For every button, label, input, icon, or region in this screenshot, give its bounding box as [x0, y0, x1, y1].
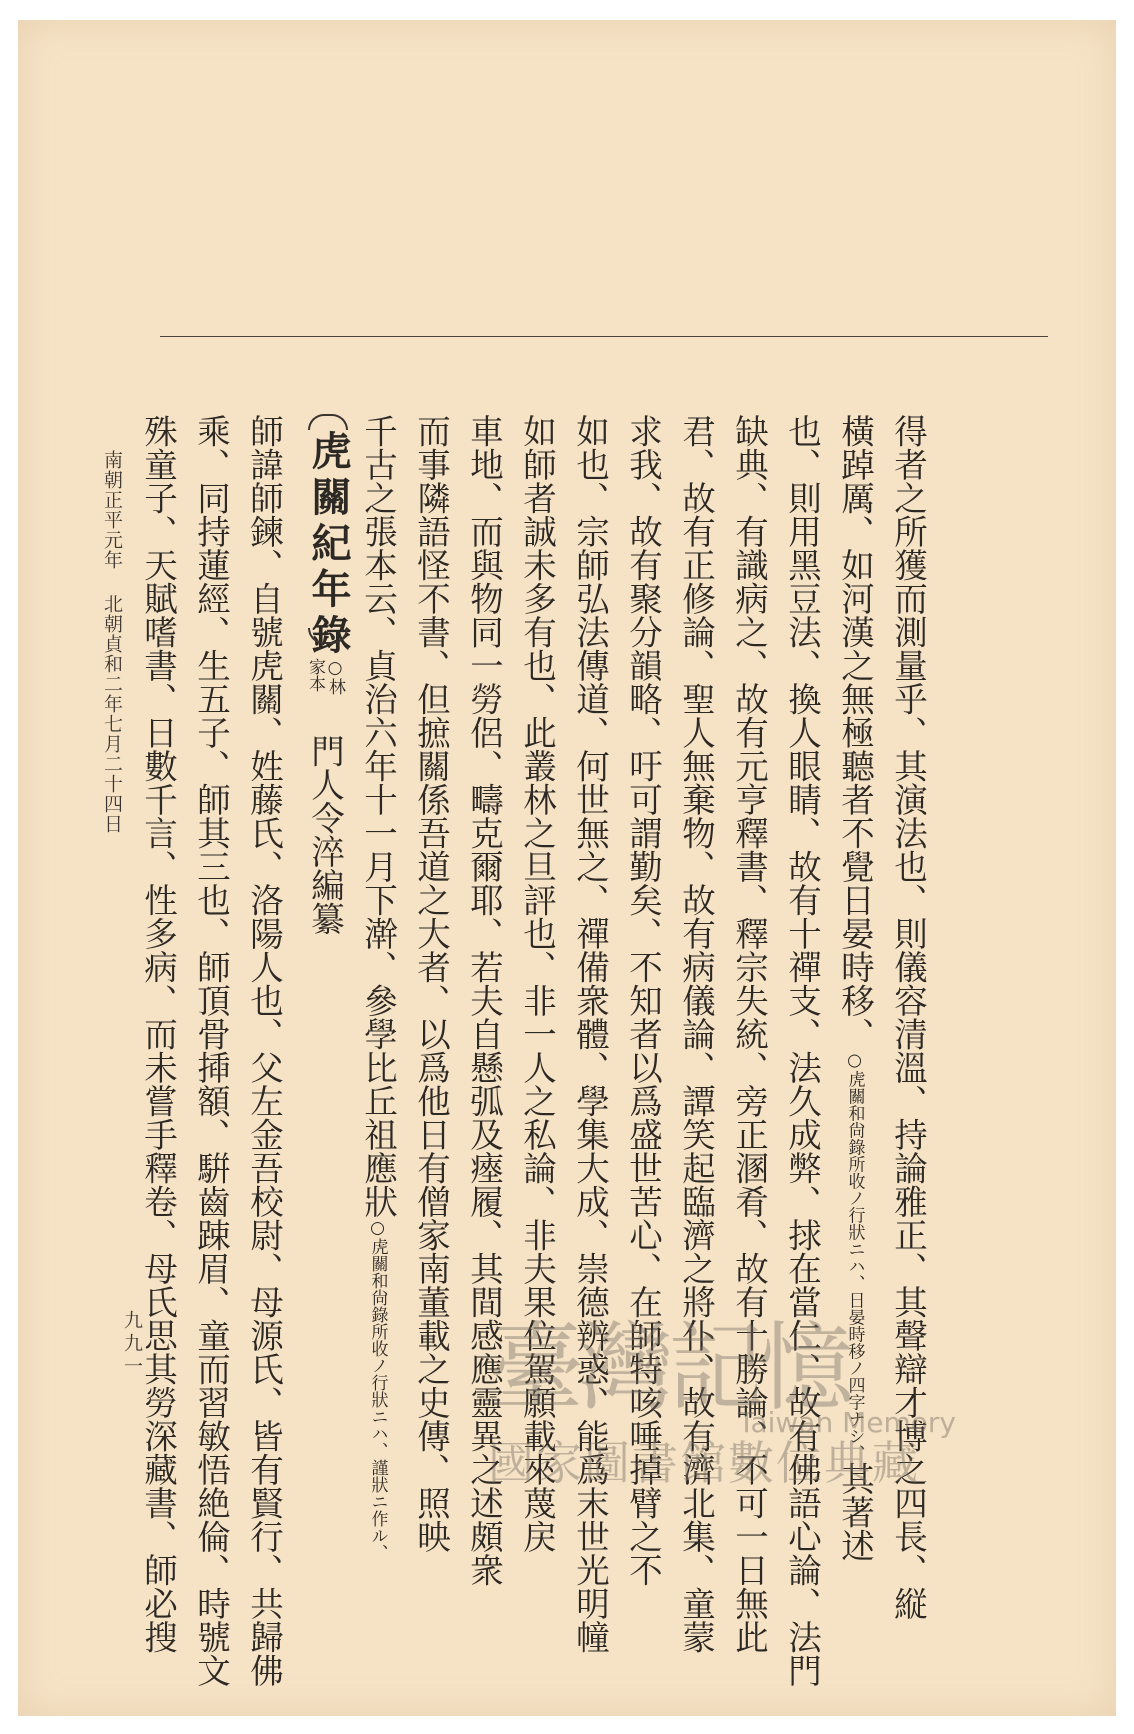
column-text: 千古之張本云、貞治六年十一月下澣、參學比丘祖應狀 — [358, 414, 398, 1218]
header-rule — [160, 336, 1048, 337]
text-column: 乘、同持蓮經、生五子、師其三也、師頂骨揷額、騈齒踈眉、童而習敏悟絶倫、時號文 — [191, 414, 231, 1687]
footer-date-north: 北朝貞和二年七月二十四日 — [101, 594, 123, 834]
heading-author: 門人令淬編纂 — [305, 734, 345, 935]
text-column: 也、則用黑豆法、換人眼睛、故有十禪支、法久成弊、捄在當仁、故有佛語心論、法門 — [782, 414, 822, 1687]
column-text: 橫踔厲、如河漢之無極聽者不覺日晏時移、 — [835, 414, 875, 1051]
text-column-annotated — [835, 414, 875, 1562]
text-column: 得者之所獲而測量乎、其演法也、則儀容清溫、持論雅正、其聲辯才博之四長、縦 — [888, 414, 928, 1620]
inline-annotation: ○虎關和尙錄所收ノ行狀ニハ、日晏時移ノ四字ナシ、 — [844, 1050, 865, 1462]
inline-annotation: ○虎關和尙錄所收ノ行狀ニハ、謹狀ニ作ル、 — [367, 1218, 388, 1561]
heading-bracket-top — [308, 414, 348, 430]
text-column: 師諱師鍊、自號虎關、姓藤氏、洛陽人也、父左金吾校尉、母源氏、皆有賢行、共歸佛 — [244, 414, 284, 1687]
text-column-annotated — [358, 414, 398, 1561]
watermark-subtitle: 國家圖書館數位典藏 — [488, 1436, 920, 1490]
text-column: 君、故有正修論、聖人無棄物、故有病儀論、譚笑起臨濟之將仆、故有濟北集、童蒙 — [676, 414, 716, 1654]
source-note-line2: 家本 — [305, 658, 325, 692]
source-note-line1: ○林 — [325, 658, 345, 695]
footer-date — [102, 450, 121, 834]
heading-source-note — [305, 658, 345, 708]
column-text-tail: 其著述 — [835, 1461, 875, 1562]
text-column: 缺典、有識病之、故有元亨釋書、釋宗失統、旁正溷肴、故有十勝論、不可一日無此 — [729, 414, 769, 1654]
text-column: 車地、而與物同一勞侶、疇克爾耶、若夫自懸弧及瘞履、其間感應靈異之述頗衆 — [464, 414, 504, 1587]
heading-title: 虎關紀年錄 — [305, 430, 352, 660]
text-column: 如師者誠未多有也、此叢林之旦評也、非一人之私論、非夫果位駕願載來蔑戻 — [517, 414, 557, 1553]
text-column: 如也、宗師弘法傳道、何世無之、禪備衆體、學集大成、崇德辨惑、能爲末世光明幢 — [570, 414, 610, 1654]
text-column: 而事隣語怪不書、但摭關係吾道之大者、以爲他日有僧家南董載之史傳、照映 — [411, 414, 451, 1553]
page-number: 九九一 — [121, 1310, 143, 1379]
footer-date-south: 南朝正平元年 — [101, 450, 123, 570]
watermark-title: 臺灣記憶 — [488, 1312, 848, 1424]
text-column: 殊童子、天賦嗜書、日數千言、性多病、而未嘗手釋卷、母氏思其勞深藏書、師必搜 — [138, 414, 178, 1654]
text-column: 求我、故有聚分韻略、吁可謂勤矣、不知者以爲盛世苦心、在師特咳唾掉臂之不 — [623, 414, 663, 1587]
section-heading — [304, 414, 352, 1642]
document-page — [18, 20, 1116, 1716]
watermark-english: Taiwan Memory — [738, 1406, 956, 1439]
